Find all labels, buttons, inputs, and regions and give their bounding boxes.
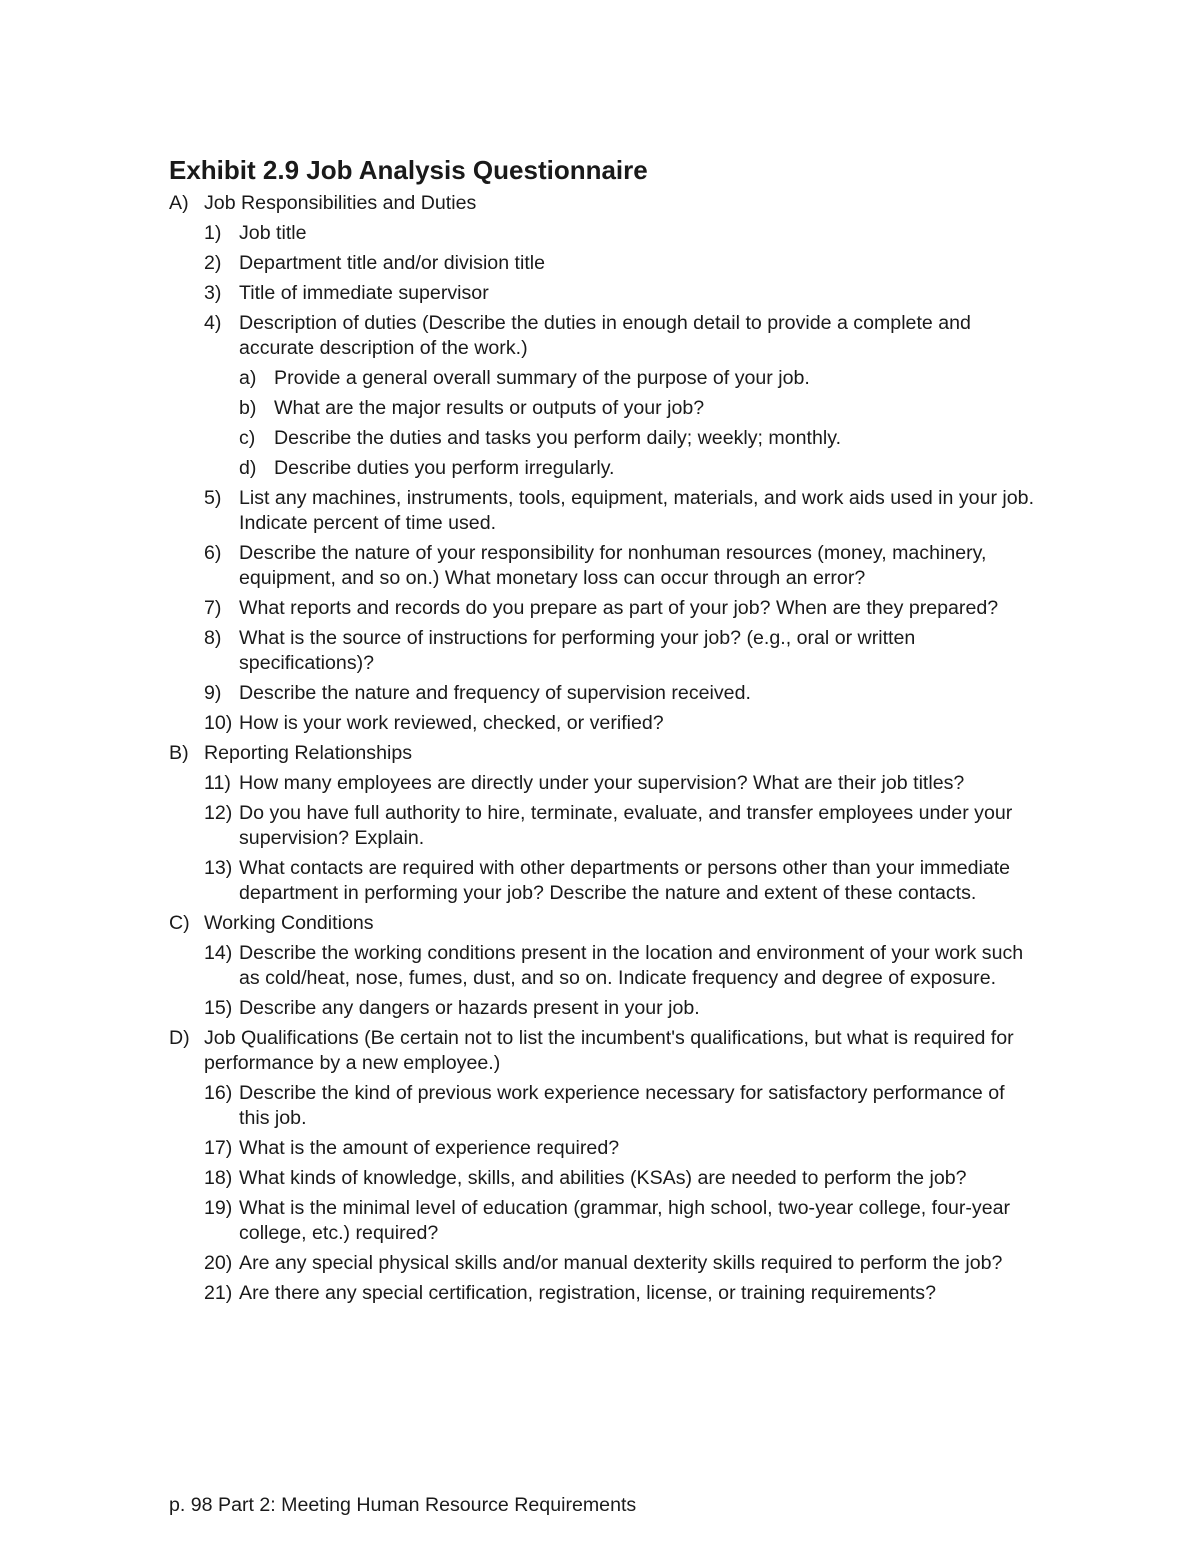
item-text: Description of duties (Describe the duties in enough detail to provide a complete and accurate description of the work.) (239, 312, 971, 359)
question-item (204, 1166, 1039, 1191)
item-text: Are there any special certification, registration, license, or training requirements? (239, 1282, 937, 1304)
item-text: What kinds of knowledge, skills, and abilities (KSAs) are needed to perform the job? (239, 1167, 967, 1189)
question-item (204, 541, 1039, 591)
item-marker: 13) (204, 857, 233, 879)
item-marker: 14) (204, 942, 233, 964)
page-title: Exhibit 2.9 Job Analysis Questionnaire (169, 155, 648, 185)
item-text: Job Qualifications (Be certain not to list the incumbent's qualifications, but what is required for performance by a new employee.) (204, 1027, 1014, 1074)
item-marker: c) (239, 427, 256, 449)
item-text: Describe the nature and frequency of supervision received. (239, 682, 751, 704)
question-item (204, 596, 1039, 621)
item-marker: 15) (204, 997, 233, 1019)
question-item (204, 801, 1039, 851)
item-marker: C) (169, 912, 190, 934)
section-heading (169, 911, 1039, 936)
question-item (204, 771, 1039, 796)
item-text: Department title and/or division title (239, 252, 546, 274)
item-text: How many employees are directly under your supervision? What are their job titles? (239, 772, 965, 794)
item-marker: 21) (204, 1282, 233, 1304)
question-item (204, 856, 1039, 906)
question-item (204, 1081, 1039, 1131)
question-item (204, 626, 1039, 676)
item-marker: B) (169, 742, 189, 764)
item-text: Describe the duties and tasks you perform daily; weekly; monthly. (274, 427, 842, 449)
item-text: How is your work reviewed, checked, or verified? (239, 712, 664, 734)
sub-question-item (239, 426, 1039, 451)
item-marker: 2) (204, 252, 222, 274)
item-marker: 8) (204, 627, 222, 649)
item-text: What are the major results or outputs of your job? (274, 397, 705, 419)
item-text: What is the amount of experience required? (239, 1137, 620, 1159)
item-text: What is the minimal level of education (grammar, high school, two-year college, four-year college, etc.) required? (239, 1197, 1011, 1244)
item-marker: 10) (204, 712, 233, 734)
item-text: What contacts are required with other departments or persons other than your immediate department in performing your job? Describe the nature and extent of these contacts. (239, 857, 1011, 904)
question-item (204, 1136, 1039, 1161)
question-item (204, 486, 1039, 536)
section-heading (169, 191, 1039, 216)
item-text: Job Responsibilities and Duties (204, 192, 477, 214)
question-item (204, 1196, 1039, 1246)
question-item (204, 681, 1039, 706)
item-marker: 19) (204, 1197, 233, 1219)
item-marker: 1) (204, 222, 222, 244)
item-marker: b) (239, 397, 257, 419)
question-item (204, 221, 1039, 246)
item-text: Describe duties you perform irregularly. (274, 457, 615, 479)
item-marker: d) (239, 457, 257, 479)
item-text: Provide a general overall summary of the purpose of your job. (274, 367, 810, 389)
sub-question-item (239, 366, 1039, 391)
sub-question-item (239, 396, 1039, 421)
item-marker: 4) (204, 312, 222, 334)
item-marker: 12) (204, 802, 233, 824)
item-text: What is the source of instructions for performing your job? (e.g., oral or written specifications)? (239, 627, 916, 674)
item-text: Describe any dangers or hazards present in your job. (239, 997, 700, 1019)
item-text: Do you have full authority to hire, terminate, evaluate, and transfer employees under your supervision? Explain. (239, 802, 1013, 849)
question-item (204, 996, 1039, 1021)
sub-question-item (239, 456, 1039, 481)
item-marker: 16) (204, 1082, 233, 1104)
question-item (204, 711, 1039, 736)
item-text: Describe the nature of your responsibility for nonhuman resources (money, machinery, equipment, and so on.) What monetary loss can occur through an error? (239, 542, 987, 589)
item-text: Title of immediate supervisor (239, 282, 489, 304)
item-marker: 11) (204, 772, 231, 794)
item-text: List any machines, instruments, tools, equipment, materials, and work aids used in your job. Indicate percent of time used. (239, 487, 1035, 534)
item-text: Job title (239, 222, 307, 244)
item-marker: 9) (204, 682, 222, 704)
question-item (204, 1251, 1039, 1276)
item-marker: 17) (204, 1137, 233, 1159)
question-item (204, 941, 1039, 991)
item-marker: 6) (204, 542, 222, 564)
item-marker: 7) (204, 597, 222, 619)
section-heading (169, 741, 1039, 766)
question-item (204, 251, 1039, 276)
item-marker: 18) (204, 1167, 233, 1189)
item-marker: A) (169, 192, 189, 214)
question-item (204, 281, 1039, 306)
questionnaire-outline (169, 191, 1039, 1306)
item-text: Are any special physical skills and/or manual dexterity skills required to perform the job? (239, 1252, 1003, 1274)
item-text: Working Conditions (204, 912, 374, 934)
item-marker: 3) (204, 282, 222, 304)
item-marker: 20) (204, 1252, 233, 1274)
question-item (204, 311, 1039, 361)
item-text: Describe the working conditions present in the location and environment of your work such as cold/heat, nose, fumes, dust, and so on. Indicate frequency and degree of exposure. (239, 942, 1024, 989)
item-text: What reports and records do you prepare as part of your job? When are they prepared? (239, 597, 999, 619)
item-marker: D) (169, 1027, 190, 1049)
question-item (204, 1281, 1039, 1306)
item-text: Describe the kind of previous work experience necessary for satisfactory performance of this job. (239, 1082, 1005, 1129)
item-text: Reporting Relationships (204, 742, 413, 764)
section-heading (169, 1026, 1039, 1076)
page-footer: p. 98 Part 2: Meeting Human Resource Requirements (169, 1494, 637, 1516)
item-marker: 5) (204, 487, 222, 509)
item-marker: a) (239, 367, 257, 389)
